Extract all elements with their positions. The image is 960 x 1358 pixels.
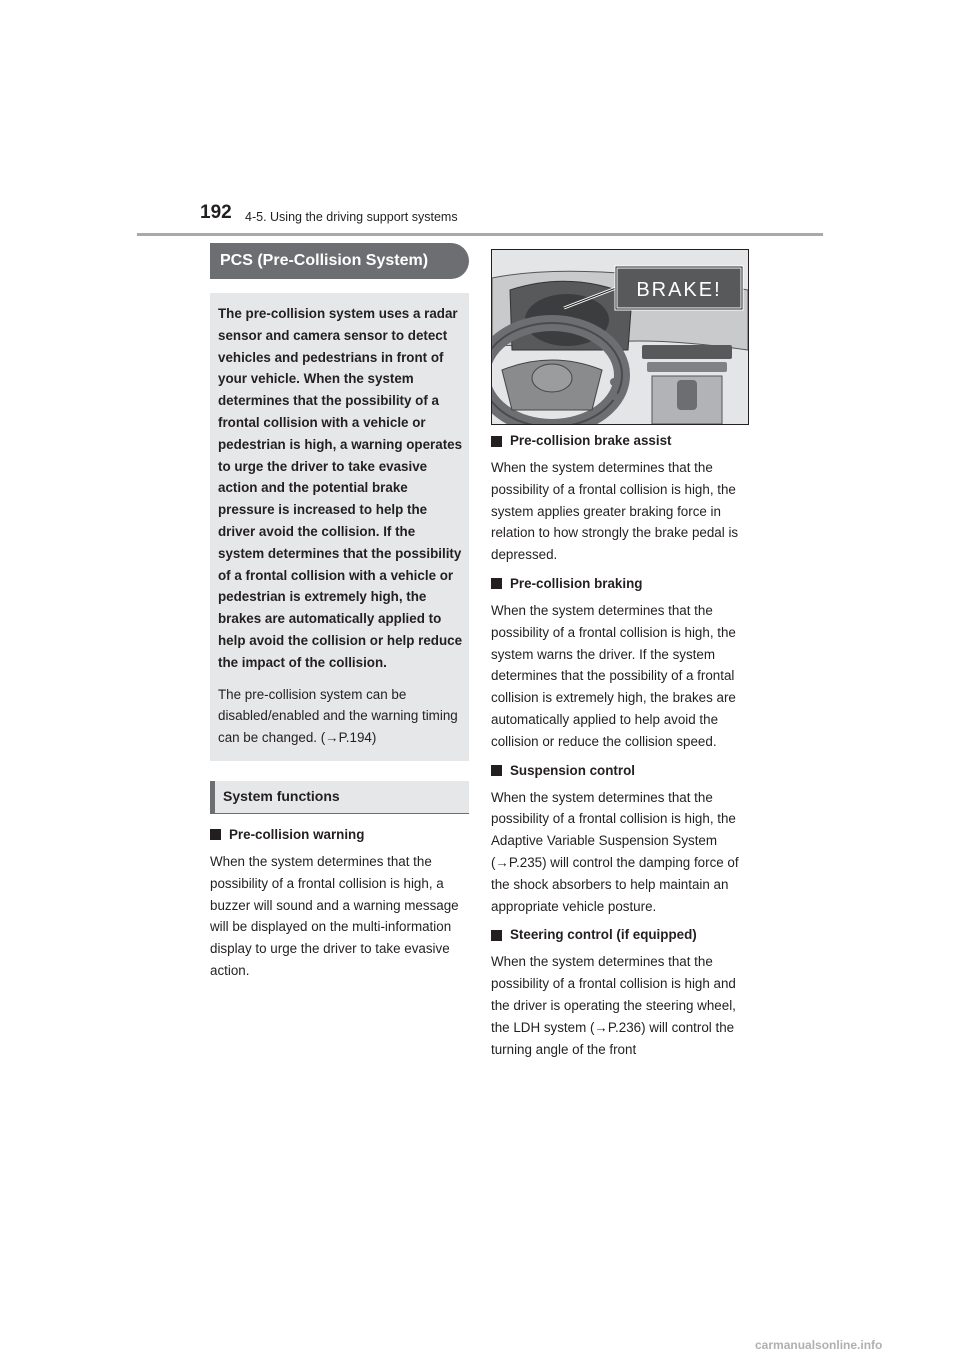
pcs-section-title: PCS (Pre-Collision System): [210, 243, 469, 279]
square-bullet-icon: [210, 829, 221, 840]
item-heading: [491, 925, 749, 945]
item-heading: [491, 761, 749, 781]
square-bullet-icon: [491, 578, 502, 589]
display-message: BRAKE!: [636, 279, 722, 301]
item-heading-text: Pre-collision braking: [510, 575, 643, 591]
square-bullet-icon: [491, 930, 502, 941]
list-item: [491, 574, 749, 753]
section-title: 4-5. Using the driving support systems: [245, 210, 458, 224]
system-functions-label: System functions: [223, 787, 340, 804]
dashboard-illustration: [491, 249, 749, 425]
item-heading: [491, 574, 749, 594]
watermark: carmanualsonline.info: [755, 1338, 883, 1352]
intro-box: [210, 293, 469, 761]
list-item: [210, 825, 469, 982]
item-heading-text: Steering control (if equipped): [510, 927, 697, 943]
intro-text: The pre-collision system uses a radar sensor and camera sensor to detect vehicles and pedestrians in front of your vehicle. When the system determines that the possibility of a frontal collision with a vehicle or pedestrian is high, a warning operates to urge the driver to take evasive action and the potential brake pressure is increased to help the driver avoid the collision. If the system determines that the possibility of a frontal collision with a vehicle or pedestrian is extremely high, the brakes are automatically applied to help avoid the collision or help reduce the impact of the collision.: [218, 306, 463, 670]
item-heading: [491, 431, 749, 451]
square-bullet-icon: [491, 436, 502, 447]
item-heading-text: Pre-collision brake assist: [510, 433, 672, 448]
system-functions-heading: [210, 781, 469, 814]
dashboard-drawing: [492, 250, 748, 424]
header-divider: [137, 233, 823, 236]
item-body: When the system determines that the possibility of a frontal collision is high, a buzzer will sound and a warning message will be displayed on the multi-information display to urge the driver to take evasive action.: [210, 853, 459, 978]
item-body: When the system determines that the possibility of a frontal collision is high and the driver is operating the steering wheel, the LDH system (→P.236) will control the turning angle of the front: [491, 954, 736, 1057]
left-column: [210, 243, 469, 982]
page-number: 192: [200, 202, 232, 223]
square-bullet-icon: [491, 765, 502, 776]
item-body: When the system determines that the possibility of a frontal collision is high, the system applies greater braking force in relation to how strongly the brake pedal is depressed.: [491, 460, 739, 563]
right-column: [491, 249, 749, 1060]
item-body: When the system determines that the possibility of a frontal collision is high, the system warns the driver. If the system determines that the possibility of a frontal collision is extremely high, the brakes are automatically applied to help avoid the collision or reduce the collision speed.: [491, 602, 736, 749]
item-heading-text: Pre-collision warning: [229, 826, 365, 842]
item-heading-text: Suspension control: [510, 762, 635, 778]
list-item: [491, 761, 749, 918]
page-header: [0, 0, 960, 240]
list-item: [491, 925, 749, 1060]
item-body: When the system determines that the possibility of a frontal collision is high, the Adaptive Variable Suspension System (→P.235) will control the damping force of the shock absorbers to help maintain an appropriate vehicle posture.: [491, 789, 739, 914]
item-heading: [210, 825, 469, 845]
intro-note: The pre-collision system can be disabled/enabled and the warning timing can be changed. (→P.194): [218, 686, 458, 746]
list-item: [491, 431, 749, 566]
